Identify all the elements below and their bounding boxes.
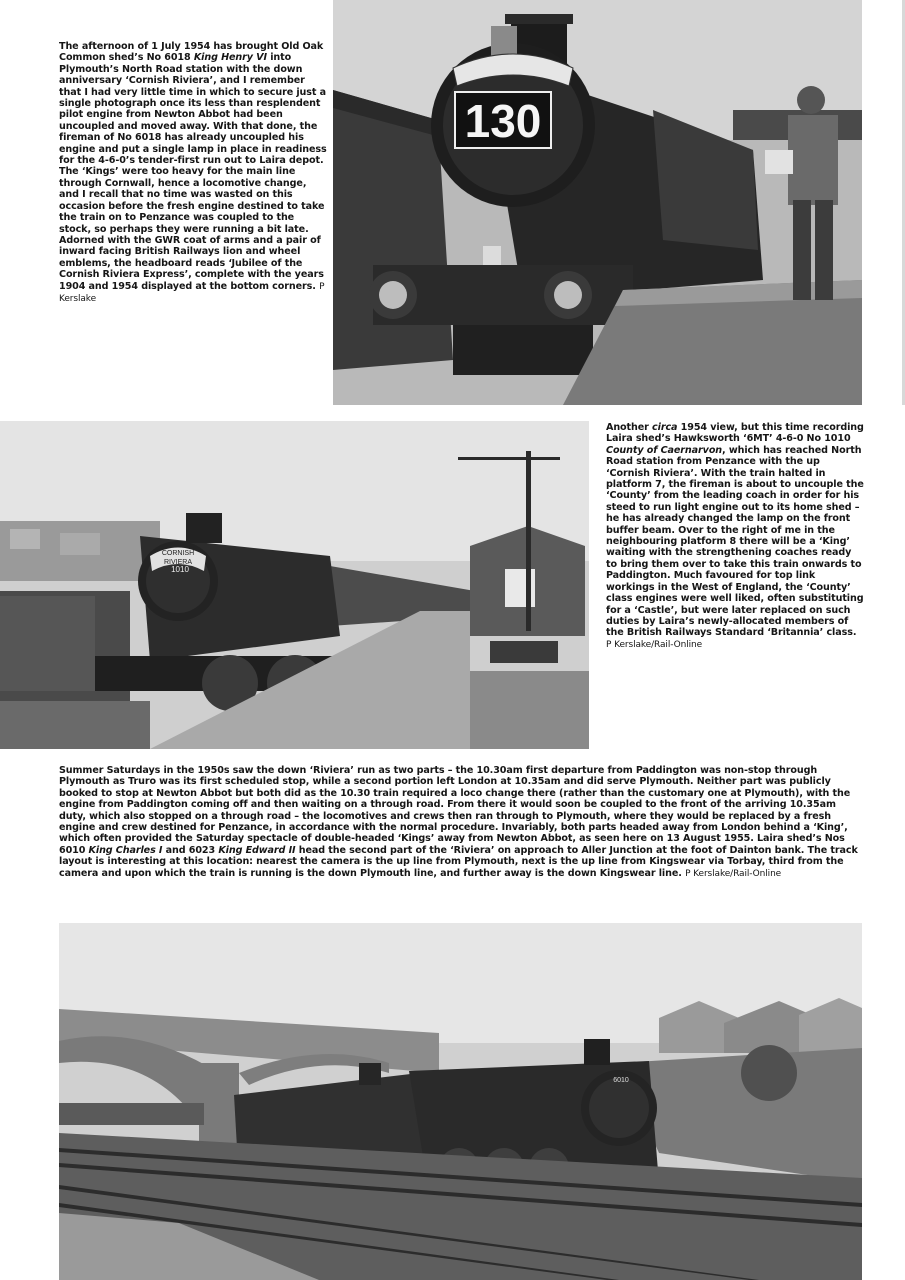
headboard-riviera: RIVIERA	[163, 559, 193, 566]
caption-king-henry: The afternoon of 1 July 1954 has brought Old Oak Common shed’s No 6018 King Henry VI into Plymouth’s North Road station with the down anniversary ‘Cornish Riviera’, and I remember that I had very little time in which to secure just a single photograph once its less than resplendent pilot engine from Newton Abbot had been uncoupled and moved away. With that done, the fireman of No 6018 has already uncoupled his engine and put a single lamp in place in readiness for the 4-6-0’s tender-first run out to Laira depot. The ‘Kings’ were too heavy for the main line through Cornwall, hence a locomotive change, and I recall that no time was wasted on this occasion before the fresh engine destined to take the train on to Penzance was coupled to the stock, so perhaps they were running a bit late. Adorned with the GWR coat of arms and a pair of inward facing British Railways lion and wheel emblems, the headboard reads ‘Jubilee of the Cornish Riviera Express’, complete with the years 1904 and 1954 displayed at the bottom corners. P Kerslake	[59, 41, 327, 304]
headboard-cornish: CORNISH	[161, 550, 195, 557]
photo-king-henry-locomotive	[333, 0, 862, 405]
caption-double-headed-kings: Summer Saturdays in the 1950s saw the down ‘Riviera’ run as two parts – the 10.30am first departure from Paddington was non-stop through Plymouth as Truro was its first scheduled stop, while a second portion left London at 10.35am and did serve Plymouth. Neither part was publicly booked to stop at Newton Abbot but both did as the 10.30 train required a loco change there (rather than the customary one at Plymouth), with the engine from Paddington coming off and then waiting on a through road. From there it would soon be coupled to the front of the arriving 10.35am duty, which also stopped on a through road – the locomotives and crews then ran through to Plymouth, where they would be replaced by a fresh engine and crew destined for Penzance, in accordance with the normal procedure. Invariably, both parts headed away from London behind a ‘King’, which often provided the Saturday spectacle of double-headed ‘Kings’ away from Newton Abbot, as seen here on 13 August 1955. Laira shed’s Nos 6010 King Charles I and 6023 King Edward II head the second part of the ‘Riviera’ on approach to Aller Junction at the foot of Dainton bank. The track layout is interesting at this location: nearest the camera is the up line from Plymouth, next is the up line from Kingswear via Torbay, third from the camera and upon which the train is running is the down Plymouth line, and further away is the down Kingswear line. P Kerslake/Rail-Online	[59, 765, 858, 879]
photo-county-of-caernarvon	[0, 421, 589, 749]
photo-credit: P Kerslake/Rail-Online	[606, 639, 703, 650]
caption-county-of-caernarvon: Another circa 1954 view, but this time recording Laira shed’s Hawksworth ‘6MT’ 4-6-0 No 1010 County of Caernarvon, which has reached North Road station from Penzance with the up ‘Cornish Riviera’. With the train halted in platform 7, the fireman is about to uncouple the ‘County’ from the leading coach in order for his steed to run light engine out to its home shed – he has already changed the lamp on the front buffer beam. Over to the right of me in the neighbouring platform 8 there will be a ‘King’ waiting with the strengthening coaches ready to bring them over to take this train onwards to Paddington. Much favoured for top link workings in the West of England, the ‘County’ class engines were well liked, often substituting for a ‘Castle’, but were later replaced on such duties by Laira’s newly-allocated members of the British Railways Standard ‘Britannia’ class. P Kerslake/Rail-Online	[606, 422, 864, 650]
photo-credit: P Kerslake/Rail-Online	[685, 868, 782, 879]
smokebox-number-6010: 6010	[613, 1077, 629, 1084]
headboard-number: 130	[464, 95, 542, 147]
photo-credit: P Kerslake	[59, 281, 325, 304]
smokebox-number-1010: 1010	[171, 565, 189, 574]
photo-aller-junction-double-headed	[59, 923, 862, 1280]
